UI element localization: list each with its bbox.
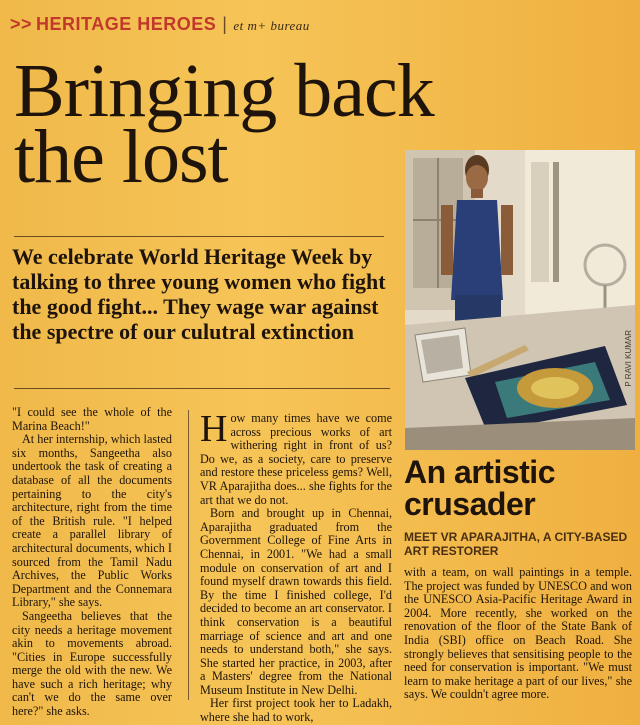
article-column-2: [200, 408, 392, 725]
article-column-3: [404, 566, 632, 702]
standfirst-divider: [14, 388, 390, 389]
photo-credit: P RAVI KUMAR: [624, 330, 633, 387]
section-kicker: [10, 14, 310, 35]
byline: et m+ bureau: [233, 18, 310, 33]
double-chevron-icon: >>: [10, 14, 33, 34]
headline-divider: [14, 236, 384, 237]
article-photo: [405, 150, 635, 450]
photo-illustration: [405, 150, 635, 450]
section-title-line-1: An artistic: [404, 454, 555, 490]
paragraph: At her internship, which lasted six months, Sangeetha also undertook the task of creating a database of all the documents pertaining to the city's architecture, right from the time of the British rule. "I helped create a parallel library of architectural documents, which I sourced from the Tamil Nadu Archives, the Public Works Department and the Connemara Library," she says.: [12, 432, 172, 610]
article-column-1: [12, 406, 172, 719]
headline: [14, 49, 434, 199]
kicker-label: HERITAGE HEROES: [36, 14, 217, 34]
section-title-line-2: crusader: [404, 486, 536, 522]
paragraph: Born and brought up in Chennai, Aparajitha graduated from the Government College of Fine Arts in Chennai, in 2001. "We had a small module on conservation of art and I found myself drawn towards this field. By the time I finished college, I'd decided to become an art conservator. I think conservation is a beautiful marriage of science and art and one needs to understand both," she says. She started her practice, in 2003, after a Masters' degree from the National Museum Institute in New Delhi.: [200, 506, 392, 697]
column-divider: [188, 410, 189, 700]
kicker-separator: |: [222, 14, 228, 34]
section-title: [404, 456, 555, 520]
headline-line-1: Bringing back: [14, 49, 434, 133]
paragraph: "I could see the whole of the Marina Beach!": [12, 405, 172, 433]
drop-cap: H: [200, 408, 228, 450]
section-subtitle: MEET VR APARAJITHA, A CITY-BASED ART RESTORER: [404, 530, 628, 558]
paragraph: Her first project took her to Ladakh, where she had to work,: [200, 696, 392, 725]
headline-line-2: the lost: [14, 115, 228, 199]
paragraph-text: ow many times have we come across precious works of art withering right in front of us? Do we, as a society, care to preserve and restore these priceless gems? Well, VR Aparajitha does... she fights for the art that we do not.: [200, 411, 392, 507]
paragraph: Sangeetha believes that the city needs a heritage movement akin to movements abroad. "Cities in Europe successfully merge the old with the new. We have such a rich heritage; why can't we do the same over here?" she asks.: [12, 608, 172, 719]
paragraph: with a team, on wall paintings in a temple. The project was funded by UNESCO and won the UNESCO Asia-Pacific Heritage Award in 2004. More recently, she worked on the renovation of the floor of the State Bank of India (SBI) office on Beach Road. She strongly believes that sensitising people to the need for conservation is important. "We must learn to make heritage a part of our lives," she says. We couldn't agree more.: [404, 565, 632, 702]
standfirst: We celebrate World Heritage Week by talking to three young women who fight the good fight... They wage war against the spectre of our culutral extinction: [12, 244, 386, 344]
paragraph: [200, 408, 392, 507]
